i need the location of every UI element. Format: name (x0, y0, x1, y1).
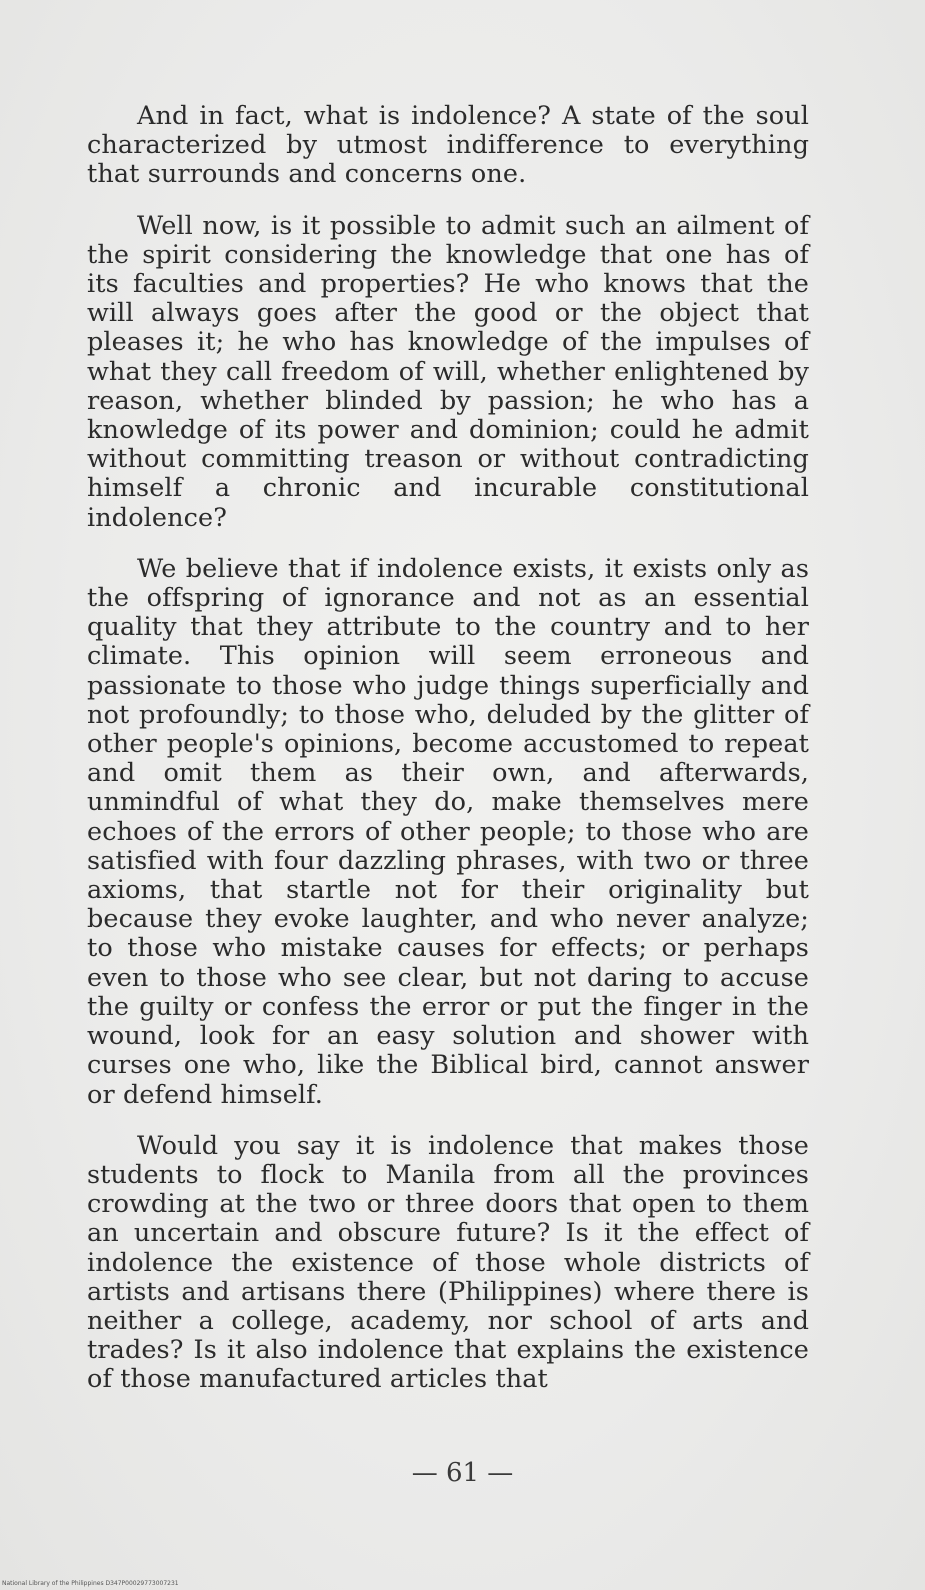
paragraph-2: Well now, is it possible to admit such an ailment of the spirit considering the knowledge that one has of its faculties and properties? He who knows that the will always goes after the good or the object that pleases it; he who has knowledge of the impulses of what they call freedom of will, whether enlightened by reason, whether blinded by passion; he who has a knowledge of its power and dominion; could he admit without committing treason or without contradicting himself a chronic and incurable constitutional indolence? (87, 210, 809, 533)
paragraph-1: And in fact, what is indolence? A state of the soul characterized by utmost indifference to everything that surrounds and concerns one. (87, 101, 809, 190)
paragraph-3: We believe that if indolence exists, it exists only as the offspring of ignorance and not as an essential quality that they attribute to the country and to her climate. This opinion will seem erroneous and passionate to those who judge things superficially and not profoundly; to those who, deluded by the glitter of other people's opinions, become accustomed to repeat and omit them as their own, and afterwards, unmindful of what they do, make themselves mere echoes of the errors of other people; to those who are satisfied with four dazzling phrases, with two or three axioms, that startle not for their originality but because they evoke laughter, and who never analyze; to those who mistake causes for effects; or perhaps even to those who see clear, but not daring to accuse the guilty or confess the error or put the finger in the wound, look for an easy solution and shower with curses one who, like the Biblical bird, cannot answer or defend himself. (87, 553, 809, 1110)
body-text (87, 102, 809, 1417)
page-number: — 61 — (411, 1458, 514, 1488)
paragraph-4: Would you say it is indolence that makes those students to flock to Manila from all the provinces crowding at the two or three doors that open to them an uncertain and obscure future? Is it the effect of indolence the existence of those whole districts of artists and artisans there (Philippines) where there is neither a college, academy, nor school of arts and trades? Is it also indolence that explains the existence of those manufactured articles that (87, 1130, 809, 1395)
footer-credit: National Library of the Philippines D347P00029773007231 (2, 1580, 179, 1587)
